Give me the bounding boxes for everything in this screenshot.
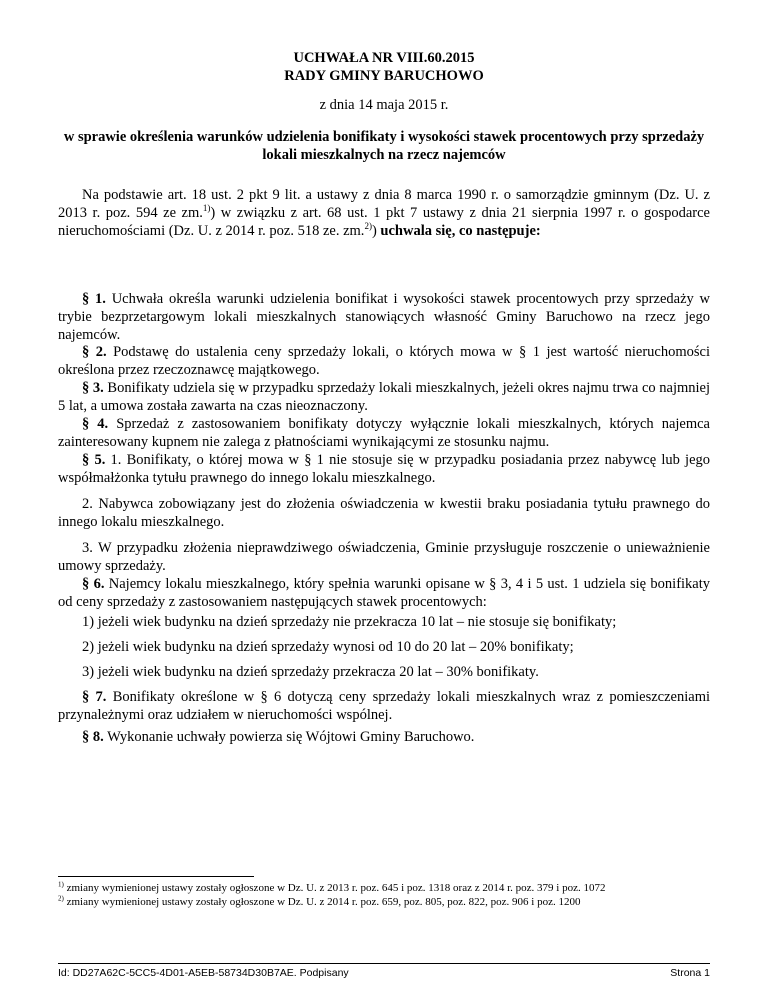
list-item: 2) jeżeli wiek budynku na dzień sprzedaży wynosi od 10 do 20 lat – 20% bonifikaty; bbox=[82, 639, 574, 655]
section-number: § 5. bbox=[82, 452, 106, 468]
section-text: 1. Bonifikaty, o której mowa w § 1 nie stosuje się w przypadku posiadania przez nabywcę lub jego współmałżonka tytułu prawnego do innego lokalu mieszkalnego. bbox=[58, 452, 711, 486]
section-text: Najemcy lokalu mieszkalnego, który spełnia warunki opisane w § 3, 4 i 5 ust. 1 udziela się bonifikaty od ceny sprzedaży z zastosowaniem następujących stawek procentowych: bbox=[58, 576, 711, 610]
section-2 bbox=[58, 343, 710, 379]
section-4 bbox=[58, 415, 710, 451]
preamble-text-3: ) bbox=[371, 223, 381, 239]
section-text: Sprzedaż z zastosowaniem bonifikaty dotyczy wyłącznie lokali mieszkalnych, których najemca zainteresowany kupnem nie zalega z płatnościami wynikającymi ze stosunku najmu. bbox=[58, 416, 710, 450]
footnote-text: zmiany wymienionej ustawy zostały ogłoszone w Dz. U. z 2013 r. poz. 645 i poz. 1318 oraz z 2014 r. poz. 379 i poz. 1072 bbox=[63, 882, 606, 894]
footnote-1 bbox=[58, 882, 718, 895]
footer-divider bbox=[58, 963, 710, 964]
footnote-2 bbox=[58, 896, 718, 909]
section-7 bbox=[58, 688, 710, 724]
page-number: Strona 1 bbox=[670, 967, 710, 979]
list-item: 3) jeżeli wiek budynku na dzień sprzedaży przekracza 20 lat – 30% bonifikaty. bbox=[82, 664, 539, 680]
footnote-mark: 2) bbox=[58, 894, 64, 903]
section-text: 3. W przypadku złożenia nieprawdziwego oświadczenia, Gminie przysługuje roszczenie o unieważnienie umowy sprzedaży. bbox=[58, 540, 710, 574]
section-text: Bonifikaty udziela się w przypadku sprzedaży lokali mieszkalnych, jeżeli okres najmu trwa co najmniej 5 lat, a umowa została zawarta na czas nieoznaczony. bbox=[58, 380, 711, 414]
footnote-mark: 1) bbox=[58, 880, 64, 889]
section-5-para-1 bbox=[58, 451, 710, 487]
section-number: § 8. bbox=[82, 729, 104, 745]
footnote-divider bbox=[58, 876, 254, 877]
footnote-text: zmiany wymienionej ustawy zostały ogłoszone w Dz. U. z 2014 r. poz. 659, poz. 805, poz. 822, poz. 906 i poz. 1200 bbox=[63, 896, 581, 908]
section-5-para-3 bbox=[58, 539, 710, 575]
list-item: 1) jeżeli wiek budynku na dzień sprzedaży nie przekracza 10 lat – nie stosuje się bonifikaty; bbox=[82, 614, 617, 630]
section-text: Bonifikaty określone w § 6 dotyczą ceny sprzedaży lokali mieszkalnych wraz z pomieszczeniami przynależnymi oraz udziałem w nieruchomości wspólnej. bbox=[58, 689, 710, 723]
section-8 bbox=[58, 728, 710, 746]
section-1 bbox=[58, 290, 710, 344]
section-text: Wykonanie uchwały powierza się Wójtowi Gminy Baruchowo. bbox=[103, 729, 475, 745]
footnote-ref-2: 2) bbox=[364, 221, 372, 232]
section-number: § 4. bbox=[82, 416, 109, 432]
section-number: § 7. bbox=[82, 689, 107, 705]
footnote-ref-1: 1) bbox=[202, 203, 211, 214]
resolution-title: UCHWAŁA NR VIII.60.2015 bbox=[293, 50, 475, 66]
council-name: RADY GMINY BARUCHOWO bbox=[284, 68, 484, 84]
section-number: § 1. bbox=[82, 291, 106, 307]
section-number: § 3. bbox=[82, 380, 104, 396]
section-text: 2. Nabywca zobowiązany jest do złożenia oświadczenia w kwestii braku posiadania tytułu prawnego do innego lokalu mieszkalnego. bbox=[58, 496, 710, 530]
preamble-text-1: Na podstawie art. 18 ust. 2 pkt 9 lit. a ustawy z dnia 8 marca 1990 r. o samorządzie gminnym (Dz. U. z 2013 r. poz. 594 ze zm. bbox=[58, 187, 710, 221]
resolution-subject: w sprawie określenia warunków udzielenia bonifikaty i wysokości stawek procentowych przy sprzedaży lokali mieszkalnych na rzecz najemców bbox=[63, 129, 705, 163]
preamble-enactment: uchwala się, co następuje: bbox=[380, 223, 541, 239]
section-text: Uchwała określa warunki udzielenia bonifikat i wysokości stawek procentowych przy sprzedaży w trybie bezprzetargowym lokali mieszkalnych stanowiących własność Gminy Baruchowo na rzecz jego najemców. bbox=[58, 291, 711, 343]
document-id: Id: DD27A62C-5CC5-4D01-A5EB-58734D30B7AE. Podpisany bbox=[58, 967, 349, 979]
section-6 bbox=[58, 575, 710, 611]
section-5-para-2 bbox=[58, 495, 710, 531]
section-text: Podstawę do ustalenia ceny sprzedaży lokali, o których mowa w § 1 jest wartość nieruchomości określona przez rzeczoznawcę majątkowego. bbox=[58, 344, 711, 378]
preamble-text-2: ) w związku z art. 68 ust. 1 pkt 7 ustawy z dnia 21 sierpnia 1997 r. o gospodarce nieruchomościami (Dz. U. z 2014 r. poz. 518 ze. zm. bbox=[58, 205, 710, 239]
resolution-date: z dnia 14 maja 2015 r. bbox=[319, 97, 449, 113]
section-3 bbox=[58, 379, 710, 415]
preamble bbox=[58, 186, 710, 240]
section-number: § 6. bbox=[82, 576, 105, 592]
section-number: § 2. bbox=[82, 344, 107, 360]
